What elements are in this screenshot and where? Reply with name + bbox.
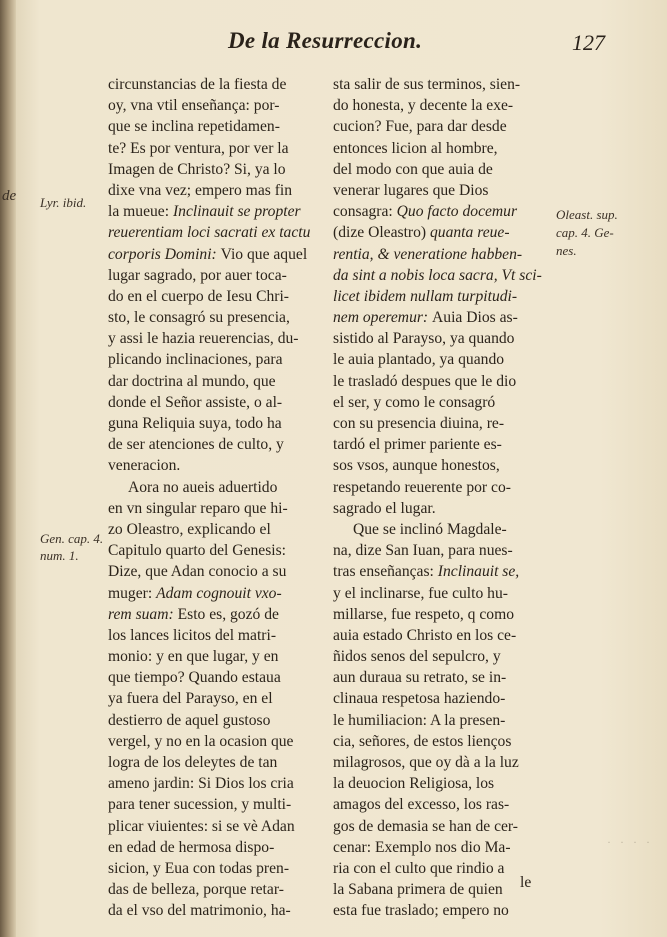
text-line: das de belleza, porque retar-: [108, 881, 284, 899]
text-line: Imagen de Christo? Si, ya lo: [108, 160, 286, 178]
text-line: de ser atenciones de culto, y: [108, 436, 284, 454]
text-line: Que se inclinó Magdale-: [353, 520, 507, 538]
margin-note-oleast-line-1: Oleast. sup.: [556, 207, 618, 222]
text-line: logra de los deleytes de tan: [108, 754, 278, 771]
text-line: y assi le hazia reuerencias, du-: [108, 330, 299, 348]
text-line: Dize, que Adan conocio a su: [108, 563, 287, 581]
text-line: ameno jardin: Si Dios los cria: [108, 775, 294, 793]
text-line: sagrado el lugar.: [333, 499, 436, 517]
text-line: reuerentiam loci sacrati ex tactu: [108, 224, 311, 242]
text-line: te? Es por ventura, por ver la: [108, 139, 289, 157]
latin-quote-segment: corporis Domini:: [108, 245, 221, 263]
text-line: da sint a nobis loca sacra, Vt sci-: [333, 266, 542, 284]
text-line: gos de demasia se han de cer-: [333, 817, 519, 835]
text-line: y el inclinarse, fue culto hu-: [333, 584, 508, 602]
text-line: con su presencia diuina, re-: [333, 415, 505, 432]
text-segment: (dize Oleastro): [333, 224, 430, 242]
text-line: milagrosos, que oy dà a la luz: [333, 754, 519, 771]
text-line: respetando reuerente por co-: [333, 478, 511, 496]
text-line: del modo con que auia de: [333, 160, 493, 178]
text-line: le trasladó despues que le dio: [333, 372, 517, 390]
text-line: amagos del excesso, los ras-: [333, 796, 510, 814]
text-line: do honesta, y decente la exe-: [333, 97, 514, 115]
text-line: [333, 222, 548, 243]
text-line: el ser, y como le consagró: [333, 393, 496, 411]
text-line: para tener sucession, y multi-: [108, 796, 292, 814]
text-line: aun duraua su retrato, se in-: [333, 669, 507, 687]
text-line: le humiliacion: A la presen-: [333, 711, 506, 729]
show-through-ink: · · · ·: [607, 835, 653, 849]
binding-gutter: [0, 0, 16, 937]
text-line: entonces licion al hombre,: [333, 139, 498, 157]
right-text-column: [333, 74, 548, 922]
text-line: le auia plantado, ya quando: [333, 351, 505, 369]
text-line: licet ibidem nullam turpitudi-: [333, 287, 518, 305]
text-line: [333, 307, 548, 328]
text-line: millarse, fue respeto, q como: [333, 605, 515, 623]
text-segment: la mueue:: [108, 203, 173, 221]
text-line: ria con el culto que rindio a: [333, 859, 505, 877]
text-line: clinaua respetosa haziendo-: [333, 690, 506, 708]
text-line: Aora no aueis aduertido: [128, 478, 278, 496]
text-line: monio: y en que lugar, y en: [108, 648, 279, 666]
catchword: le: [520, 874, 532, 891]
text-line: sistido al Parayso, ya quando: [333, 330, 515, 348]
latin-quote-segment: rem suam:: [108, 605, 178, 623]
text-line: venerar lugares que Dios: [333, 181, 489, 199]
margin-note-gen-line-2: num. 1.: [40, 548, 79, 563]
latin-quote-segment: quanta reue-: [429, 224, 510, 242]
text-line: [333, 201, 548, 222]
text-line: veneracion.: [108, 457, 181, 475]
text-line: que tiempo? Quando estaua: [108, 669, 281, 687]
text-line: [108, 604, 321, 625]
margin-note-lyr: Lyr. ibid.: [40, 195, 87, 210]
text-line: en vn singular reparo que hi-: [108, 499, 288, 517]
text-line: auia estado Christo en los ce-: [333, 626, 517, 644]
text-line: [108, 201, 321, 222]
text-line: vergel, y no en la ocasion que: [108, 732, 294, 750]
text-line: circunstancias de la fiesta de: [108, 76, 287, 93]
text-line: dixe vna vez; empero mas fin: [108, 181, 293, 199]
text-line: en edad de hermosa dispo-: [108, 838, 275, 856]
text-line: destierro de aquel gustoso: [108, 711, 271, 729]
text-line: cia, señores, de estos lienços: [333, 732, 512, 750]
text-line: tardó el primer pariente es-: [333, 436, 502, 454]
text-line: guna Reliquia suya, todo ha: [108, 415, 282, 432]
left-text-column: [108, 74, 321, 922]
text-line: do en el cuerpo de Iesu Chri-: [108, 287, 289, 305]
text-line: [108, 583, 321, 604]
margin-note-oleast-line-2: cap. 4. Ge-: [556, 225, 614, 240]
latin-quote-segment: Quo facto docemur: [396, 203, 518, 221]
text-line: cenar: Exemplo nos dio Ma-: [333, 838, 511, 856]
latin-quote-segment: Inclinauit se propter: [172, 203, 301, 221]
running-head: De la Resurreccion.: [228, 28, 423, 53]
text-line: ñidos senos del sepulcro, y: [333, 648, 501, 666]
text-line: los lances licitos del matri-: [108, 626, 277, 644]
text-segment: Vio que aquel: [220, 245, 308, 263]
text-line: oy, vna vtil enseñança: por-: [108, 97, 280, 115]
text-segment: consagra:: [333, 203, 397, 221]
text-line: esta fue traslado; empero no: [333, 902, 509, 920]
page-number: 127: [572, 30, 605, 55]
text-line: que se inclina repetidamen-: [108, 118, 280, 136]
text-segment: muger:: [108, 584, 157, 602]
margin-note-gen-line-1: Gen. cap. 4.: [40, 531, 104, 546]
text-line: rentia, & veneratione habben-: [333, 245, 523, 263]
text-line: donde el Señor assiste, o al-: [108, 393, 283, 411]
text-line: [333, 561, 548, 582]
text-line: Capitulo quarto del Genesis:: [108, 542, 286, 560]
text-line: na, dize San Iuan, para nues-: [333, 542, 513, 560]
previous-page-margin-fragment: de: [2, 188, 17, 204]
text-line: [108, 244, 321, 265]
text-line: cucion? Fue, para dar desde: [333, 118, 507, 136]
text-line: lugar sagrado, por auer toca-: [108, 266, 287, 284]
text-line: plicar viuientes: si se vè Adan: [108, 817, 295, 835]
latin-quote-segment: nem operemur:: [333, 309, 433, 327]
text-line: la Sabana primera de quien: [333, 881, 503, 899]
text-line: dar doctrina al mundo, que: [108, 372, 276, 390]
text-line: ya fuera del Parayso, en el: [108, 690, 273, 708]
text-line: sta salir de sus terminos, sien-: [333, 76, 521, 93]
text-segment: tras enseñanças:: [333, 563, 438, 581]
text-segment: Esto es, gozó de: [177, 605, 279, 623]
text-segment: Auia Dios as-: [432, 309, 518, 327]
latin-quote-segment: Inclinauit se,: [437, 563, 520, 581]
text-line: zo Oleastro, explicando el: [108, 520, 271, 538]
text-line: plicando inclinaciones, para: [108, 351, 283, 369]
latin-quote-segment: Adam cognouit vxo-: [156, 584, 282, 602]
text-line: sicion, y Eua con todas pren-: [108, 859, 290, 877]
text-line: la deuocion Religiosa, los: [333, 775, 495, 793]
text-line: da el vso del matrimonio, ha-: [108, 902, 291, 920]
text-line: sto, le consagró su presencia,: [108, 309, 290, 327]
text-line: sos vsos, aunque honestos,: [333, 457, 500, 475]
margin-note-oleast-line-3: nes.: [556, 243, 577, 258]
